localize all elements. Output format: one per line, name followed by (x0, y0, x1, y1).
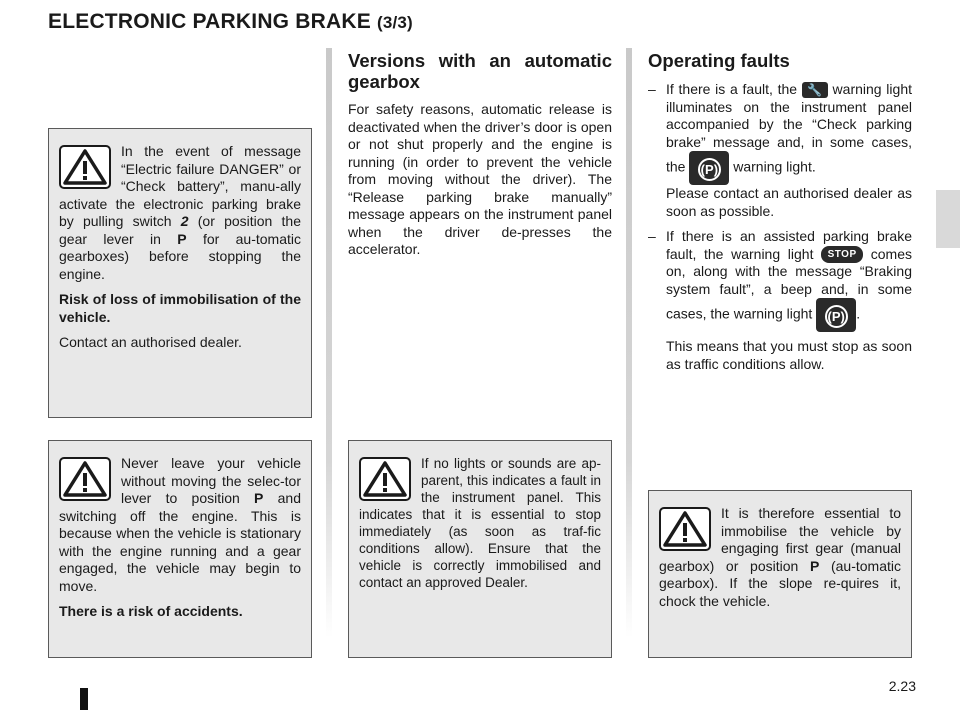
title-page-indicator: (3/3) (376, 13, 413, 32)
switch-number: 2 (180, 213, 189, 229)
fault-item-2-stop: This means that you must stop as soon as traffic conditions allow. (666, 338, 912, 372)
warning-box-electric-failure (48, 128, 312, 418)
corner-mark (80, 688, 88, 710)
automatic-heading: Versions with an automatic gearbox (348, 50, 612, 92)
box1-risk: Risk of loss of immobilisation of the vehicle. (59, 291, 301, 325)
fault-item-2: – If there is an assisted parking brake fault, the warning light STOP comes on, along with the message “Braking system fault”, a beep and, in some cases, the warning light (P) . This means that you must stop as soon as traffic conditions allow. (648, 228, 912, 373)
box1-contact: Contact an authorised dealer. (59, 334, 242, 350)
fault-item-1: – If there is a fault, the 🔧 warning light illuminates on the instrument panel accompanied by the “Check parking brake” message and, in some cases, the (P) warning light. Please contact an authorised dealer as soon as possible. (648, 81, 912, 220)
column-divider-left (326, 48, 332, 638)
gear-position-p: P (254, 490, 264, 506)
parking-brake-warning-icon: (P) (689, 151, 729, 185)
page-number: 2.23 (888, 678, 916, 694)
chapter-tab (936, 190, 960, 248)
section-operating-faults (648, 50, 912, 381)
warning-box-never-leave (48, 440, 312, 658)
wrench-warning-icon: 🔧 (802, 82, 828, 98)
warning-box-no-lights (348, 440, 612, 658)
faults-list (648, 81, 912, 373)
box1-text: In the event of message “Electric failure DANGER” or “Check battery”, manu-ally activate the electronic parking brake by pulling switch 2 (or position the gear lever in P for au-tomatic gearboxes) before stopping the engine. (59, 143, 301, 282)
warning-triangle-icon (59, 457, 111, 501)
page-title (48, 10, 413, 34)
automatic-body: For safety reasons, automatic release is deactivated when the driver’s door is open or not shut properly and the engine is running (in order to prevent the vehicle from moving without the driver). The “Release parking brake manually” message appears on the instrument panel when the driver de-presses the accelerator. (348, 101, 612, 257)
warning-triangle-icon (659, 507, 711, 551)
column-divider-right (626, 48, 632, 638)
gear-position-p: P (177, 230, 187, 247)
gear-position-p: P (809, 557, 820, 574)
box3-text: If no lights or sounds are ap-parent, this indicates a fault in the instrument panel. This indicates that it is essential to stop immediately (as soon as traf-fic conditions allow). Ensure that the vehicle is correctly immobilised and contact an approved Dealer. (359, 456, 601, 590)
box2-text: Never leave your vehicle without moving the selec-tor lever to position P and switching off the engine. This is because when the vehicle is stationary with the engine running and a gear engaged, the vehicle may begin to move. (59, 455, 302, 594)
box2-risk: There is a risk of accidents. (59, 603, 243, 619)
warning-triangle-icon (359, 457, 411, 501)
warning-triangle-icon (59, 145, 111, 189)
faults-heading: Operating faults (648, 50, 790, 71)
title-main: ELECTRONIC PARKING BRAKE (48, 10, 371, 33)
box4-text: It is therefore essential to immobilise the vehicle by engaging first gear (manual gearbox) or position P (au-tomatic gearbox). If the slope re-quires it, chock the vehicle. (659, 505, 901, 609)
section-automatic-gearbox (348, 50, 612, 259)
fault-item-1-contact: Please contact an authorised dealer as soon as possible. (666, 185, 912, 219)
parking-brake-warning-icon: (P) (816, 298, 856, 332)
warning-box-immobilise (648, 490, 912, 658)
stop-warning-icon: STOP (821, 246, 863, 263)
